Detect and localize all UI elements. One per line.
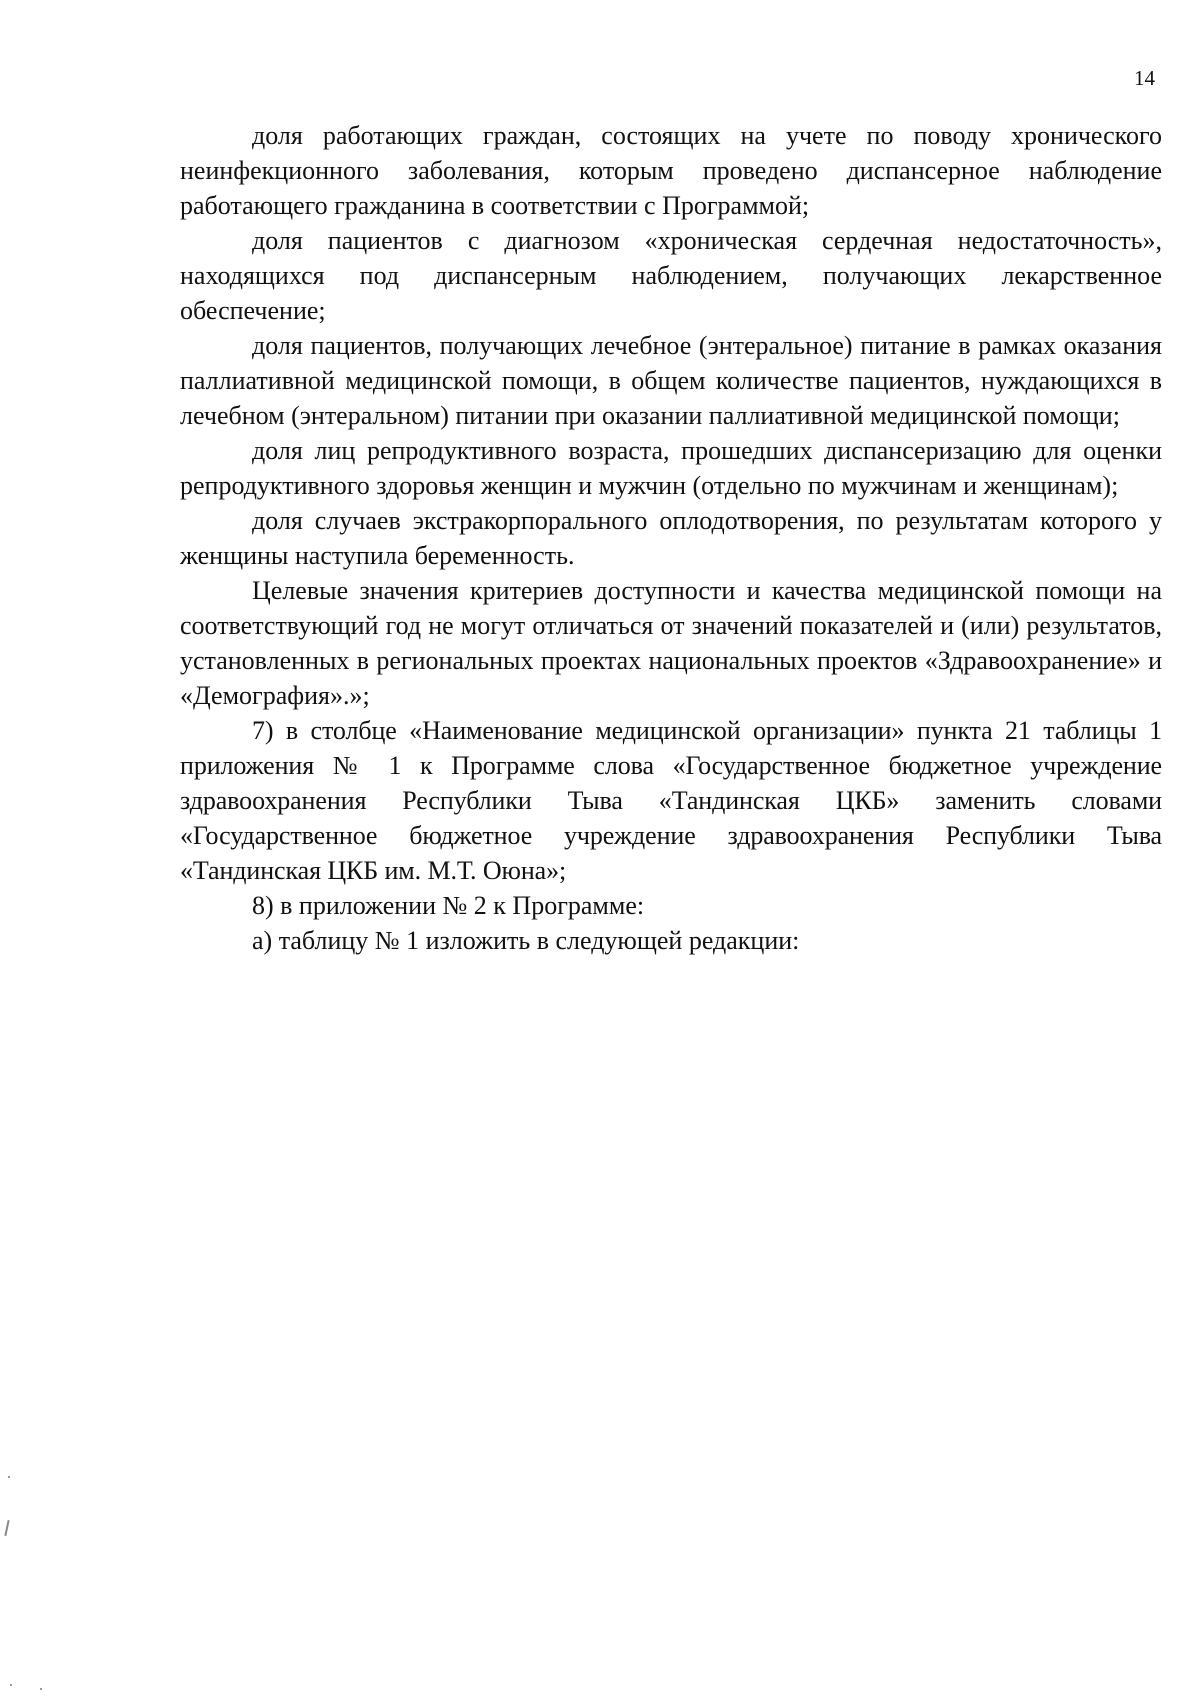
scan-artifact [10, 1684, 12, 1686]
paragraph-item-8: 8) в приложении № 2 к Программе: [252, 891, 645, 920]
paragraph-item-8a: а) таблицу № 1 изложить в следующей редакции: [252, 926, 800, 955]
paragraph-working-citizens-share: доля работающих граждан, состоящих на учете по поводу хронического неинфекционного заболевания, которым проведено диспансерное наблюдение работающего гражданина в соответствии с Программой; [180, 121, 1162, 220]
document-body [180, 118, 1162, 958]
paragraph-target-values: Целевые значения критериев доступности и качества медицинской помощи на соответствующий год не могут отличаться от значений показателей и (или) результатов, установленных в региональных проектах национальных проектов «Здравоохранение» и «Демография».»; [180, 576, 1162, 710]
page-number: 14 [1134, 66, 1155, 90]
scan-artifact [40, 1688, 42, 1690]
paragraph-ivf-pregnancy-share: доля случаев экстракорпорального оплодотворения, по результатам которого у женщины наступила беременность. [180, 506, 1162, 570]
paragraph-item-7: 7) в столбце «Наименование медицинской организации» пункта 21 таблицы 1 приложения № 1 к Программе слова «Государственное бюджетное учреждение здравоохранения Республики Тыва «Тандинская ЦКБ» заменить словами «Государственное бюджетное учреждение здравоохранения Республики Тыва «Тандинская ЦКБ им. М.Т. Оюна»; [180, 716, 1162, 885]
paragraph-reproductive-screening-share: доля лиц репродуктивного возраста, прошедших диспансеризацию для оценки репродуктивного здоровья женщин и мужчин (отдельно по мужчинам и женщинам); [180, 436, 1162, 500]
scan-artifact [8, 1476, 10, 1478]
scan-artifact [4, 1520, 9, 1536]
paragraph-palliative-nutrition-share: доля пациентов, получающих лечебное (энтеральное) питание в рамках оказания паллиативной медицинской помощи, в общем количестве пациентов, нуждающихся в лечебном (энтеральном) питании при оказании паллиативной медицинской помощи; [180, 331, 1162, 430]
paragraph-heart-failure-patients-share: доля пациентов с диагнозом «хроническая сердечная недостаточность», находящихся под диспансерным наблюдением, получающих лекарственное обеспечение; [180, 226, 1162, 325]
